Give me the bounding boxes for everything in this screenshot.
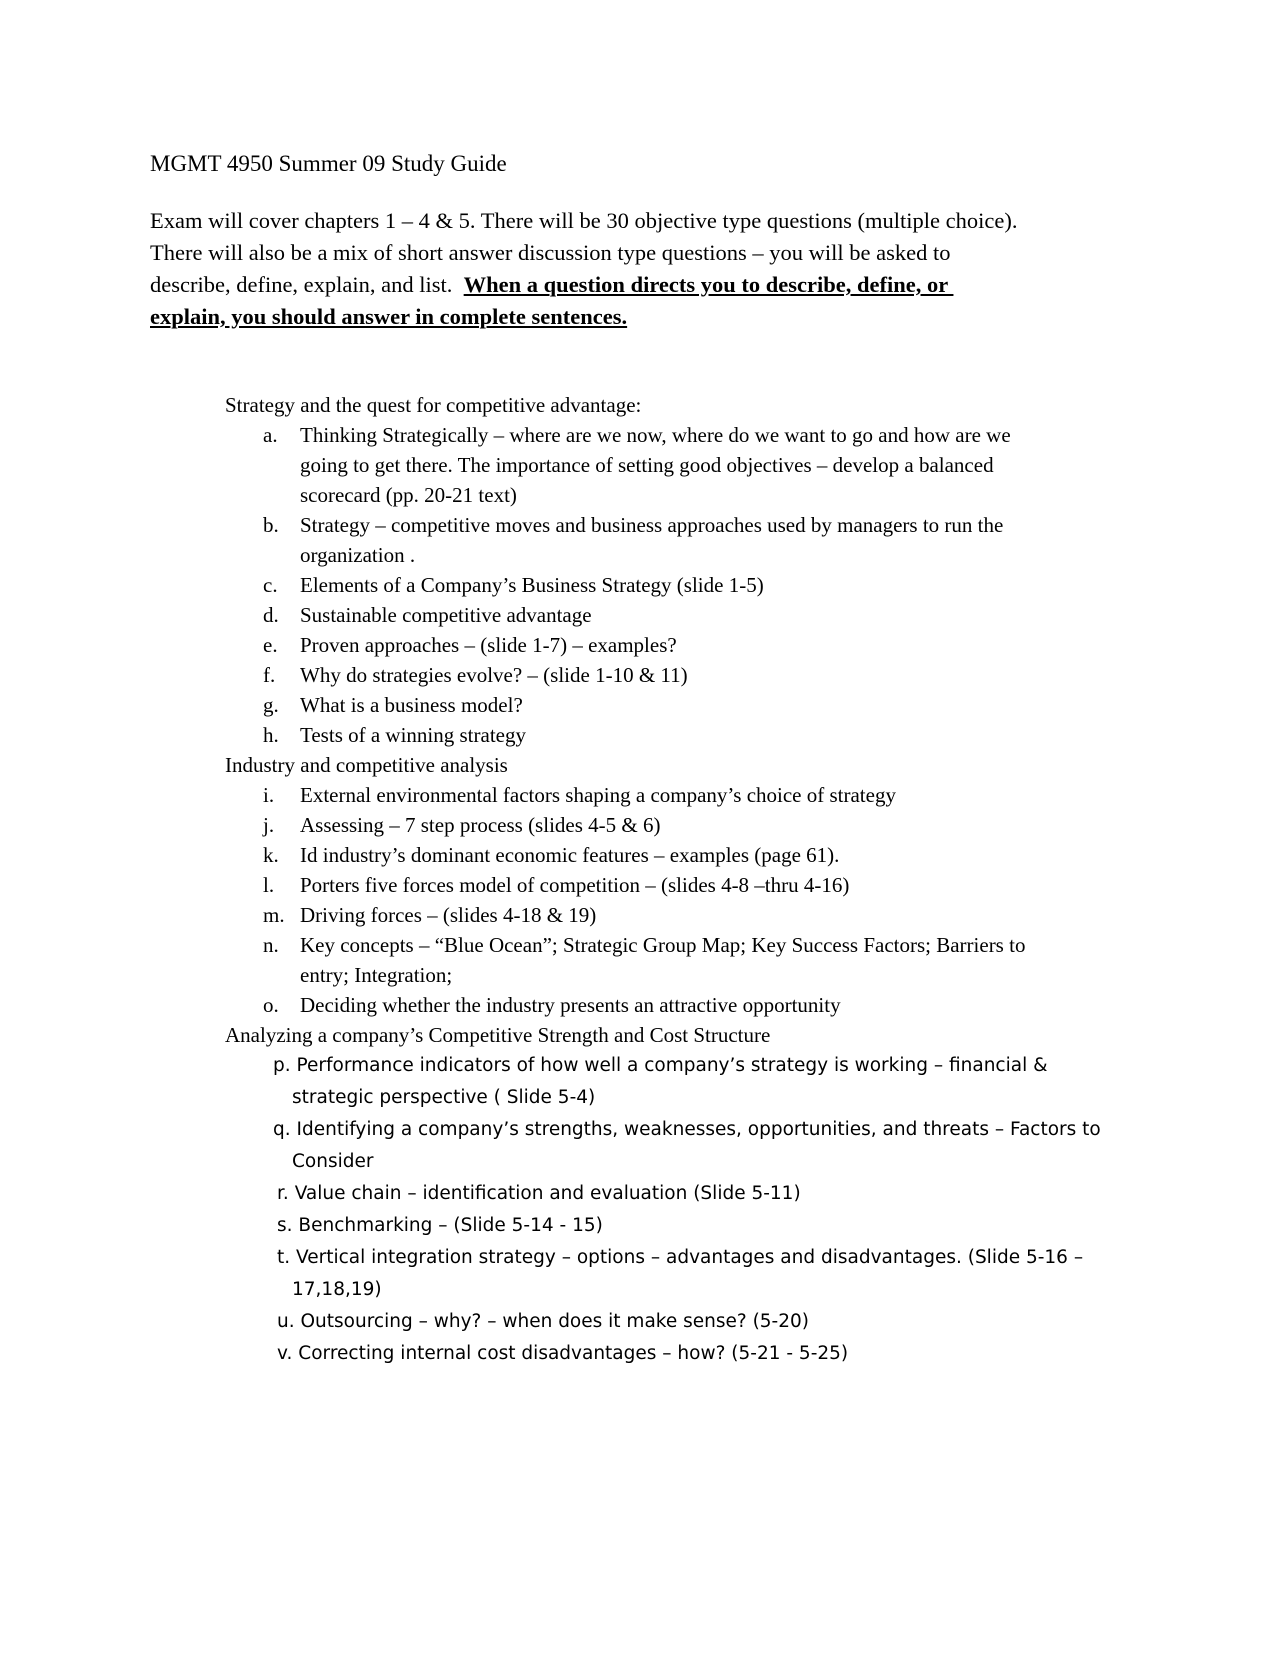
- list-item: [225, 1210, 1125, 1242]
- item-text: Driving forces – (slides 4-18 & 19): [300, 903, 597, 927]
- list-item: [225, 1338, 1125, 1370]
- list-marker: f.: [263, 663, 276, 687]
- list-item: [225, 1050, 1125, 1114]
- item-text-run: Outsourcing – why? – when does it make sense? (5-20): [300, 1311, 809, 1332]
- item-text: scorecard (pp. 20-21 text): [300, 483, 517, 507]
- item-text-run: Performance indicators of how well a company’s strategy is working – financial &: [296, 1055, 1048, 1076]
- item-text: Elements of a Company’s Business Strategy (slide 1-5): [300, 573, 764, 597]
- section-item-list: [225, 420, 1125, 750]
- list-item: [225, 810, 1125, 840]
- item-text-run: Identifying a company’s strengths, weaknesses, opportunities, and threats – Factors to: [296, 1119, 1101, 1140]
- intro-text: describe, define, explain, and list.: [150, 272, 464, 297]
- list-marker: s.: [277, 1215, 293, 1236]
- list-item: [225, 570, 1125, 600]
- intro-line: [150, 301, 1130, 333]
- list-item: [225, 690, 1125, 720]
- list-marker: h.: [263, 723, 279, 747]
- list-marker: v.: [277, 1343, 293, 1364]
- item-text: organization .: [300, 543, 416, 567]
- item-text: Tests of a winning strategy: [300, 723, 526, 747]
- section-heading: Analyzing a company’s Competitive Strength and Cost Structure: [225, 1023, 771, 1047]
- list-marker: n.: [263, 933, 279, 957]
- item-text: Why do strategies evolve? – (slide 1-10 & 11): [300, 663, 688, 687]
- section-heading: Strategy and the quest for competitive advantage:: [225, 393, 642, 417]
- list-marker: l.: [263, 873, 275, 897]
- intro-line: Exam will cover chapters 1 – 4 & 5. There will be 30 objective type questions (multiple choice).: [150, 208, 1018, 233]
- item-text: What is a business model?: [300, 693, 523, 717]
- item-text: going to get there. The importance of setting good objectives – develop a balanced: [300, 453, 994, 477]
- list-item: [225, 510, 1125, 570]
- item-text-run: Correcting internal cost disadvantages – how? (5-21 - 5-25): [298, 1343, 849, 1364]
- list-marker: c.: [263, 573, 278, 597]
- list-marker: p.: [273, 1055, 291, 1076]
- item-text: Assessing – 7 step process (slides 4-5 & 6): [300, 813, 661, 837]
- list-item: [225, 1242, 1125, 1306]
- list-item: [225, 930, 1125, 990]
- list-item: [225, 600, 1125, 630]
- list-item: [225, 1306, 1125, 1338]
- list-item: [225, 840, 1125, 870]
- intro-emphasis: explain, you should answer in complete sentences.: [150, 304, 628, 329]
- item-text: Proven approaches – (slide 1-7) – examples?: [300, 633, 677, 657]
- intro-emphasis: When a question directs you to describe, define, or: [463, 272, 954, 297]
- list-item: [225, 1178, 1125, 1210]
- item-text: [273, 1178, 1125, 1210]
- list-marker: m.: [263, 903, 285, 927]
- item-text: 17,18,19): [292, 1279, 382, 1300]
- list-marker: d.: [263, 603, 279, 627]
- item-text: [273, 1306, 1125, 1338]
- item-text: Consider: [292, 1151, 374, 1172]
- list-item: [225, 420, 1125, 510]
- list-marker: j.: [263, 813, 275, 837]
- list-marker: t.: [277, 1247, 291, 1268]
- list-item: [225, 660, 1125, 690]
- item-text: entry; Integration;: [300, 963, 453, 987]
- item-text: Strategy – competitive moves and business approaches used by managers to run the: [300, 513, 1004, 537]
- item-text-run: Value chain – identification and evaluation (Slide 5-11): [294, 1183, 801, 1204]
- item-text: Deciding whether the industry presents an attractive opportunity: [300, 993, 841, 1017]
- section-item-list: [225, 780, 1125, 1020]
- item-text: Thinking Strategically – where are we now, where do we want to go and how are we: [300, 423, 1011, 447]
- intro-line: [150, 269, 1130, 301]
- item-text: Porters five forces model of competition – (slides 4-8 –thru 4-16): [300, 873, 850, 897]
- item-text-run: Vertical integration strategy – options – advantages and disadvantages. (Slide 5-16 –: [296, 1247, 1084, 1268]
- list-item: [225, 900, 1125, 930]
- item-text: External environmental factors shaping a company’s choice of strategy: [300, 783, 896, 807]
- list-marker: i.: [263, 783, 275, 807]
- item-text: [273, 1114, 1125, 1146]
- item-text: [273, 1338, 1125, 1370]
- item-text: Key concepts – “Blue Ocean”; Strategic Group Map; Key Success Factors; Barriers to: [300, 933, 1026, 957]
- item-text-run: Benchmarking – (Slide 5-14 - 15): [298, 1215, 603, 1236]
- intro-paragraph: [150, 205, 1130, 333]
- item-text: Id industry’s dominant economic features – examples (page 61).: [300, 843, 840, 867]
- list-marker: q.: [273, 1119, 291, 1140]
- list-marker: k.: [263, 843, 279, 867]
- list-marker: e.: [263, 633, 278, 657]
- list-marker: u.: [277, 1311, 295, 1332]
- section-heading: Industry and competitive analysis: [225, 753, 508, 777]
- list-item: [225, 780, 1125, 810]
- page-title: MGMT 4950 Summer 09 Study Guide: [150, 151, 507, 176]
- study-outline: [225, 390, 1125, 1370]
- list-item: [225, 630, 1125, 660]
- list-marker: o.: [263, 993, 279, 1017]
- list-marker: g.: [263, 693, 279, 717]
- item-text: [273, 1050, 1125, 1082]
- item-text: [273, 1210, 1125, 1242]
- list-item: [225, 720, 1125, 750]
- list-item: [225, 1114, 1125, 1178]
- section-item-list: [225, 1050, 1125, 1370]
- list-marker: r.: [277, 1183, 289, 1204]
- list-marker: b.: [263, 513, 279, 537]
- list-marker: a.: [263, 423, 278, 447]
- item-text: Sustainable competitive advantage: [300, 603, 592, 627]
- item-text: strategic perspective ( Slide 5-4): [292, 1087, 596, 1108]
- list-item: [225, 990, 1125, 1020]
- item-text: [273, 1242, 1125, 1274]
- list-item: [225, 870, 1125, 900]
- intro-line: There will also be a mix of short answer discussion type questions – you will be asked to: [150, 240, 951, 265]
